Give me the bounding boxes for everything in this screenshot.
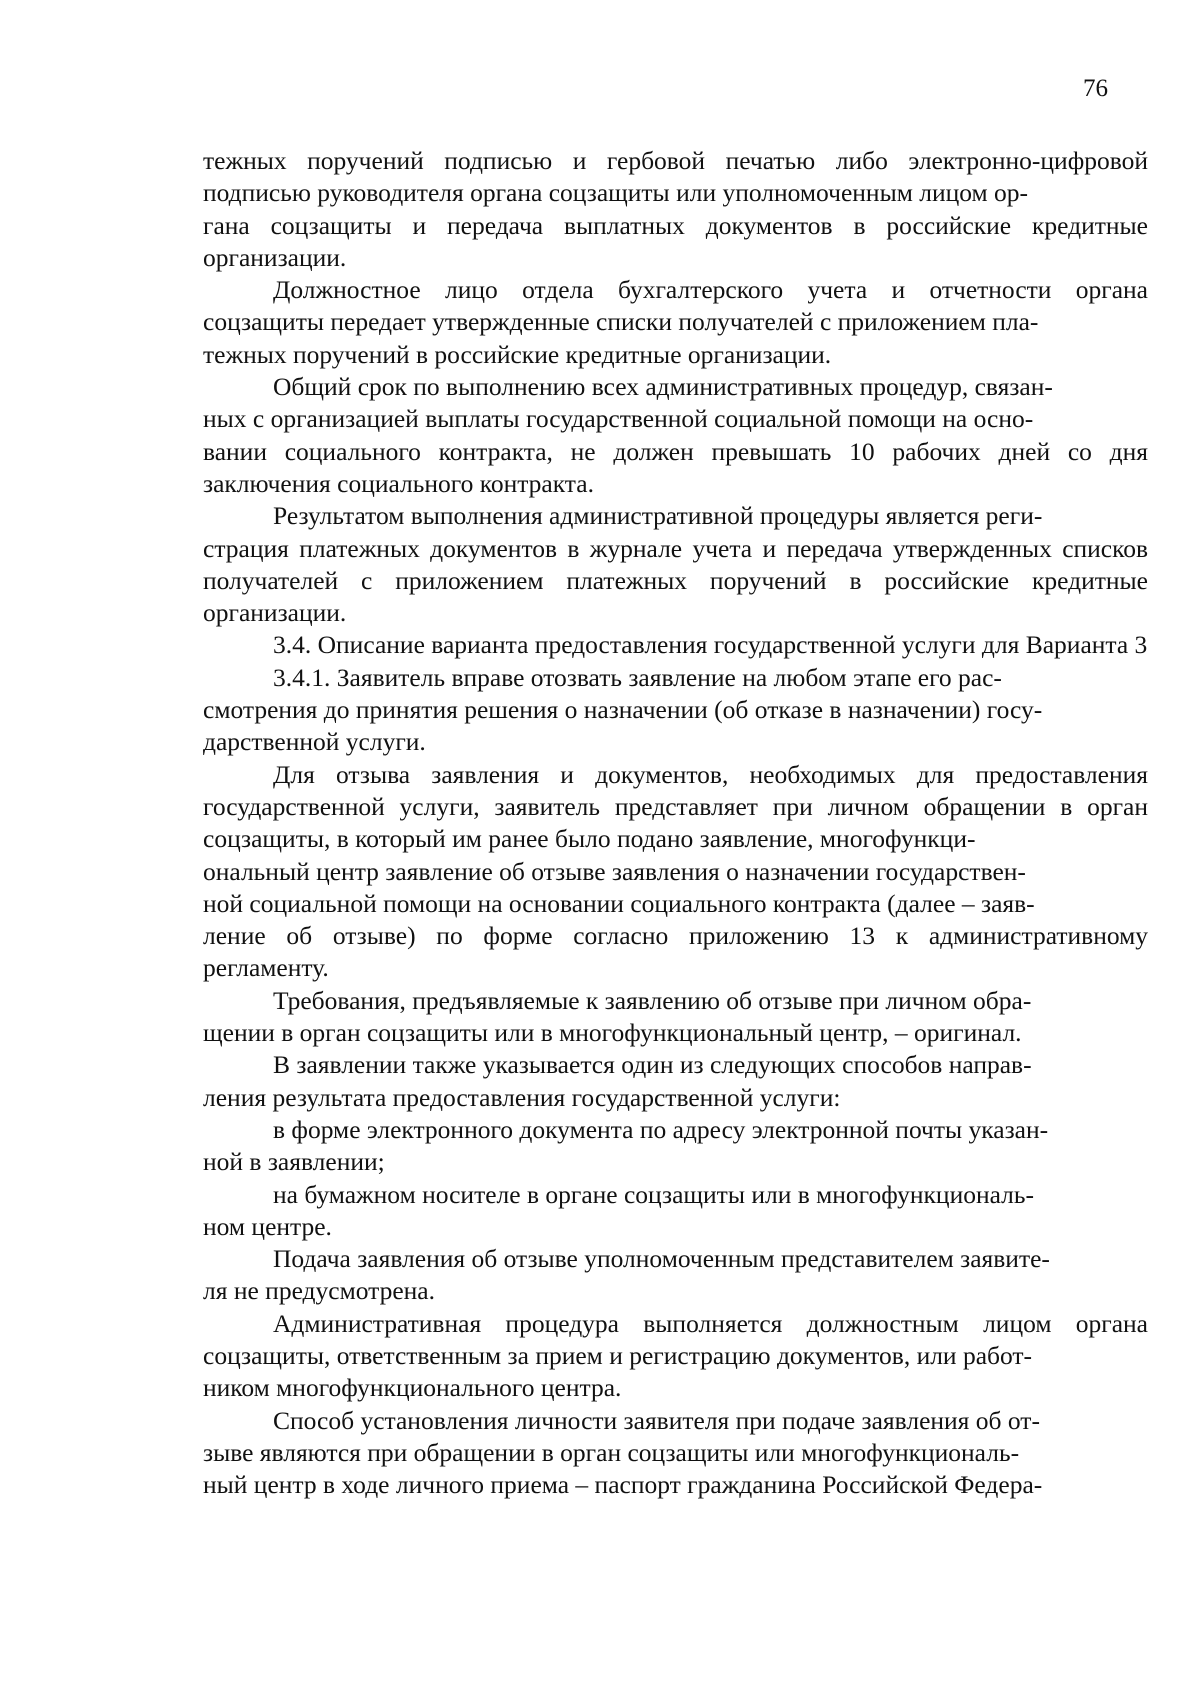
text-line: гана соцзащиты и передача выплатных документов в российские кредитные (203, 210, 1148, 240)
paragraph (203, 759, 1148, 985)
text-line: 3.4. Описание варианта предоставления государственной услуги для (273, 630, 1020, 660)
text-line: Способ установления личности заявителя при подаче заявления об от- (273, 1405, 1040, 1435)
text-line: соцзащиты, ответственным за прием и регистрацию документов, или работ- (203, 1340, 1033, 1370)
text-line: В заявлении также указывается один из следующих способов направ- (273, 1050, 1032, 1080)
text-line: в форме электронного документа по адресу электронной почты указан- (273, 1114, 1049, 1144)
paragraph (203, 1049, 1148, 1114)
text-line: Для отзыва заявления и документов, необходимых для предоставления (273, 759, 1148, 789)
text-line: Подача заявления об отзыве уполномоченным представителем заявите- (273, 1244, 1050, 1274)
text-line: орган соцзащиты, в который им ранее было подано заявление, многофункци- (203, 791, 1148, 854)
text-line: зыве являются при обращении в орган соцзащиты или многофункциональ- (203, 1437, 1020, 1467)
text-line: ля не предусмотрена. (203, 1276, 436, 1306)
text-line: подписью руководителя органа соцзащиты или уполномоченным лицом ор- (203, 178, 1029, 208)
paragraph (203, 500, 1148, 629)
text-line: соцзащиты передает утвержденные списки получателей с приложением пла- (203, 307, 1039, 337)
text-line: Общий срок по выполнению всех административных процедур, связан- (273, 372, 1053, 402)
text-line: Результатом выполнения административной процедуры является реги- (273, 501, 1043, 531)
text-line: щении в орган соцзащиты или в многофункциональный центр, – оригинал. (203, 1018, 1022, 1048)
text-line: 3.4.1. Заявитель вправе отозвать заявление на любом этапе его рас- (273, 662, 1002, 692)
page-number: 76 (1083, 75, 1108, 102)
text-line: страция платежных документов в журнале учета и передача утвержденных (203, 533, 1052, 563)
paragraph (203, 629, 1148, 661)
text-line: на бумажном носителе в органе соцзащиты или в многофункциональ- (273, 1179, 1035, 1209)
text-line: организации. (203, 242, 347, 272)
text-line: ление об отзыве) по форме согласно приложению 13 к административному (203, 921, 1148, 951)
text-line: Требования, предъявляемые к заявлению об отзыве при личном обра- (273, 985, 1032, 1015)
paragraph (203, 1179, 1148, 1244)
paragraph (203, 1243, 1148, 1308)
text-line: ный центр в ходе личного приема – паспорт гражданина Российской Федера- (203, 1470, 1043, 1500)
text-line: ником многофункционального центра. (203, 1373, 622, 1403)
paragraph (203, 1114, 1148, 1179)
text-line: государственной услуги, заявитель представляет при личном обращении в (203, 791, 1073, 821)
text-line: ональный центр заявление об отзыве заявления о назначении государствен- (203, 856, 1026, 886)
body-text (203, 145, 1148, 1501)
paragraph (203, 274, 1148, 371)
text-line: ления результата предоставления государственной услуги: (203, 1082, 841, 1112)
text-line: тежных поручений подписью и гербовой печатью либо электронно-цифровой (203, 146, 1148, 175)
paragraph (203, 985, 1148, 1050)
paragraph (203, 371, 1148, 500)
text-line: дарственной услуги. (203, 727, 426, 757)
text-line: списков получателей с приложением платежных поручений в российские (203, 533, 1149, 595)
paragraph (203, 1308, 1148, 1405)
paragraph (203, 1405, 1148, 1502)
text-line: заключения социального контракта. (203, 468, 594, 498)
text-line: вании социального контракта, не должен превышать 10 рабочих дней со дня (203, 436, 1148, 466)
text-line: регламенту. (203, 953, 329, 983)
text-line: смотрения до принятия решения о назначении (об отказе в назначении) госу- (203, 695, 1043, 725)
text-line: кредитные организации. (203, 565, 1148, 628)
text-line: тежных поручений в российские кредитные организации. (203, 339, 832, 369)
paragraph (203, 145, 1148, 274)
text-line: ном центре. (203, 1211, 332, 1241)
text-line: ной в заявлении; (203, 1147, 385, 1177)
text-line: ной социальной помощи на основании социального контракта (далее – заяв- (203, 888, 1035, 918)
text-line: Административная процедура выполняется должностным лицом органа (273, 1308, 1148, 1338)
text-line: ных с организацией выплаты государственной социальной помощи на осно- (203, 404, 1034, 434)
text-line: Должностное лицо отдела бухгалтерского учета и отчетности органа (273, 275, 1148, 305)
text-line: Варианта 3 (1025, 630, 1148, 660)
paragraph (203, 662, 1148, 759)
